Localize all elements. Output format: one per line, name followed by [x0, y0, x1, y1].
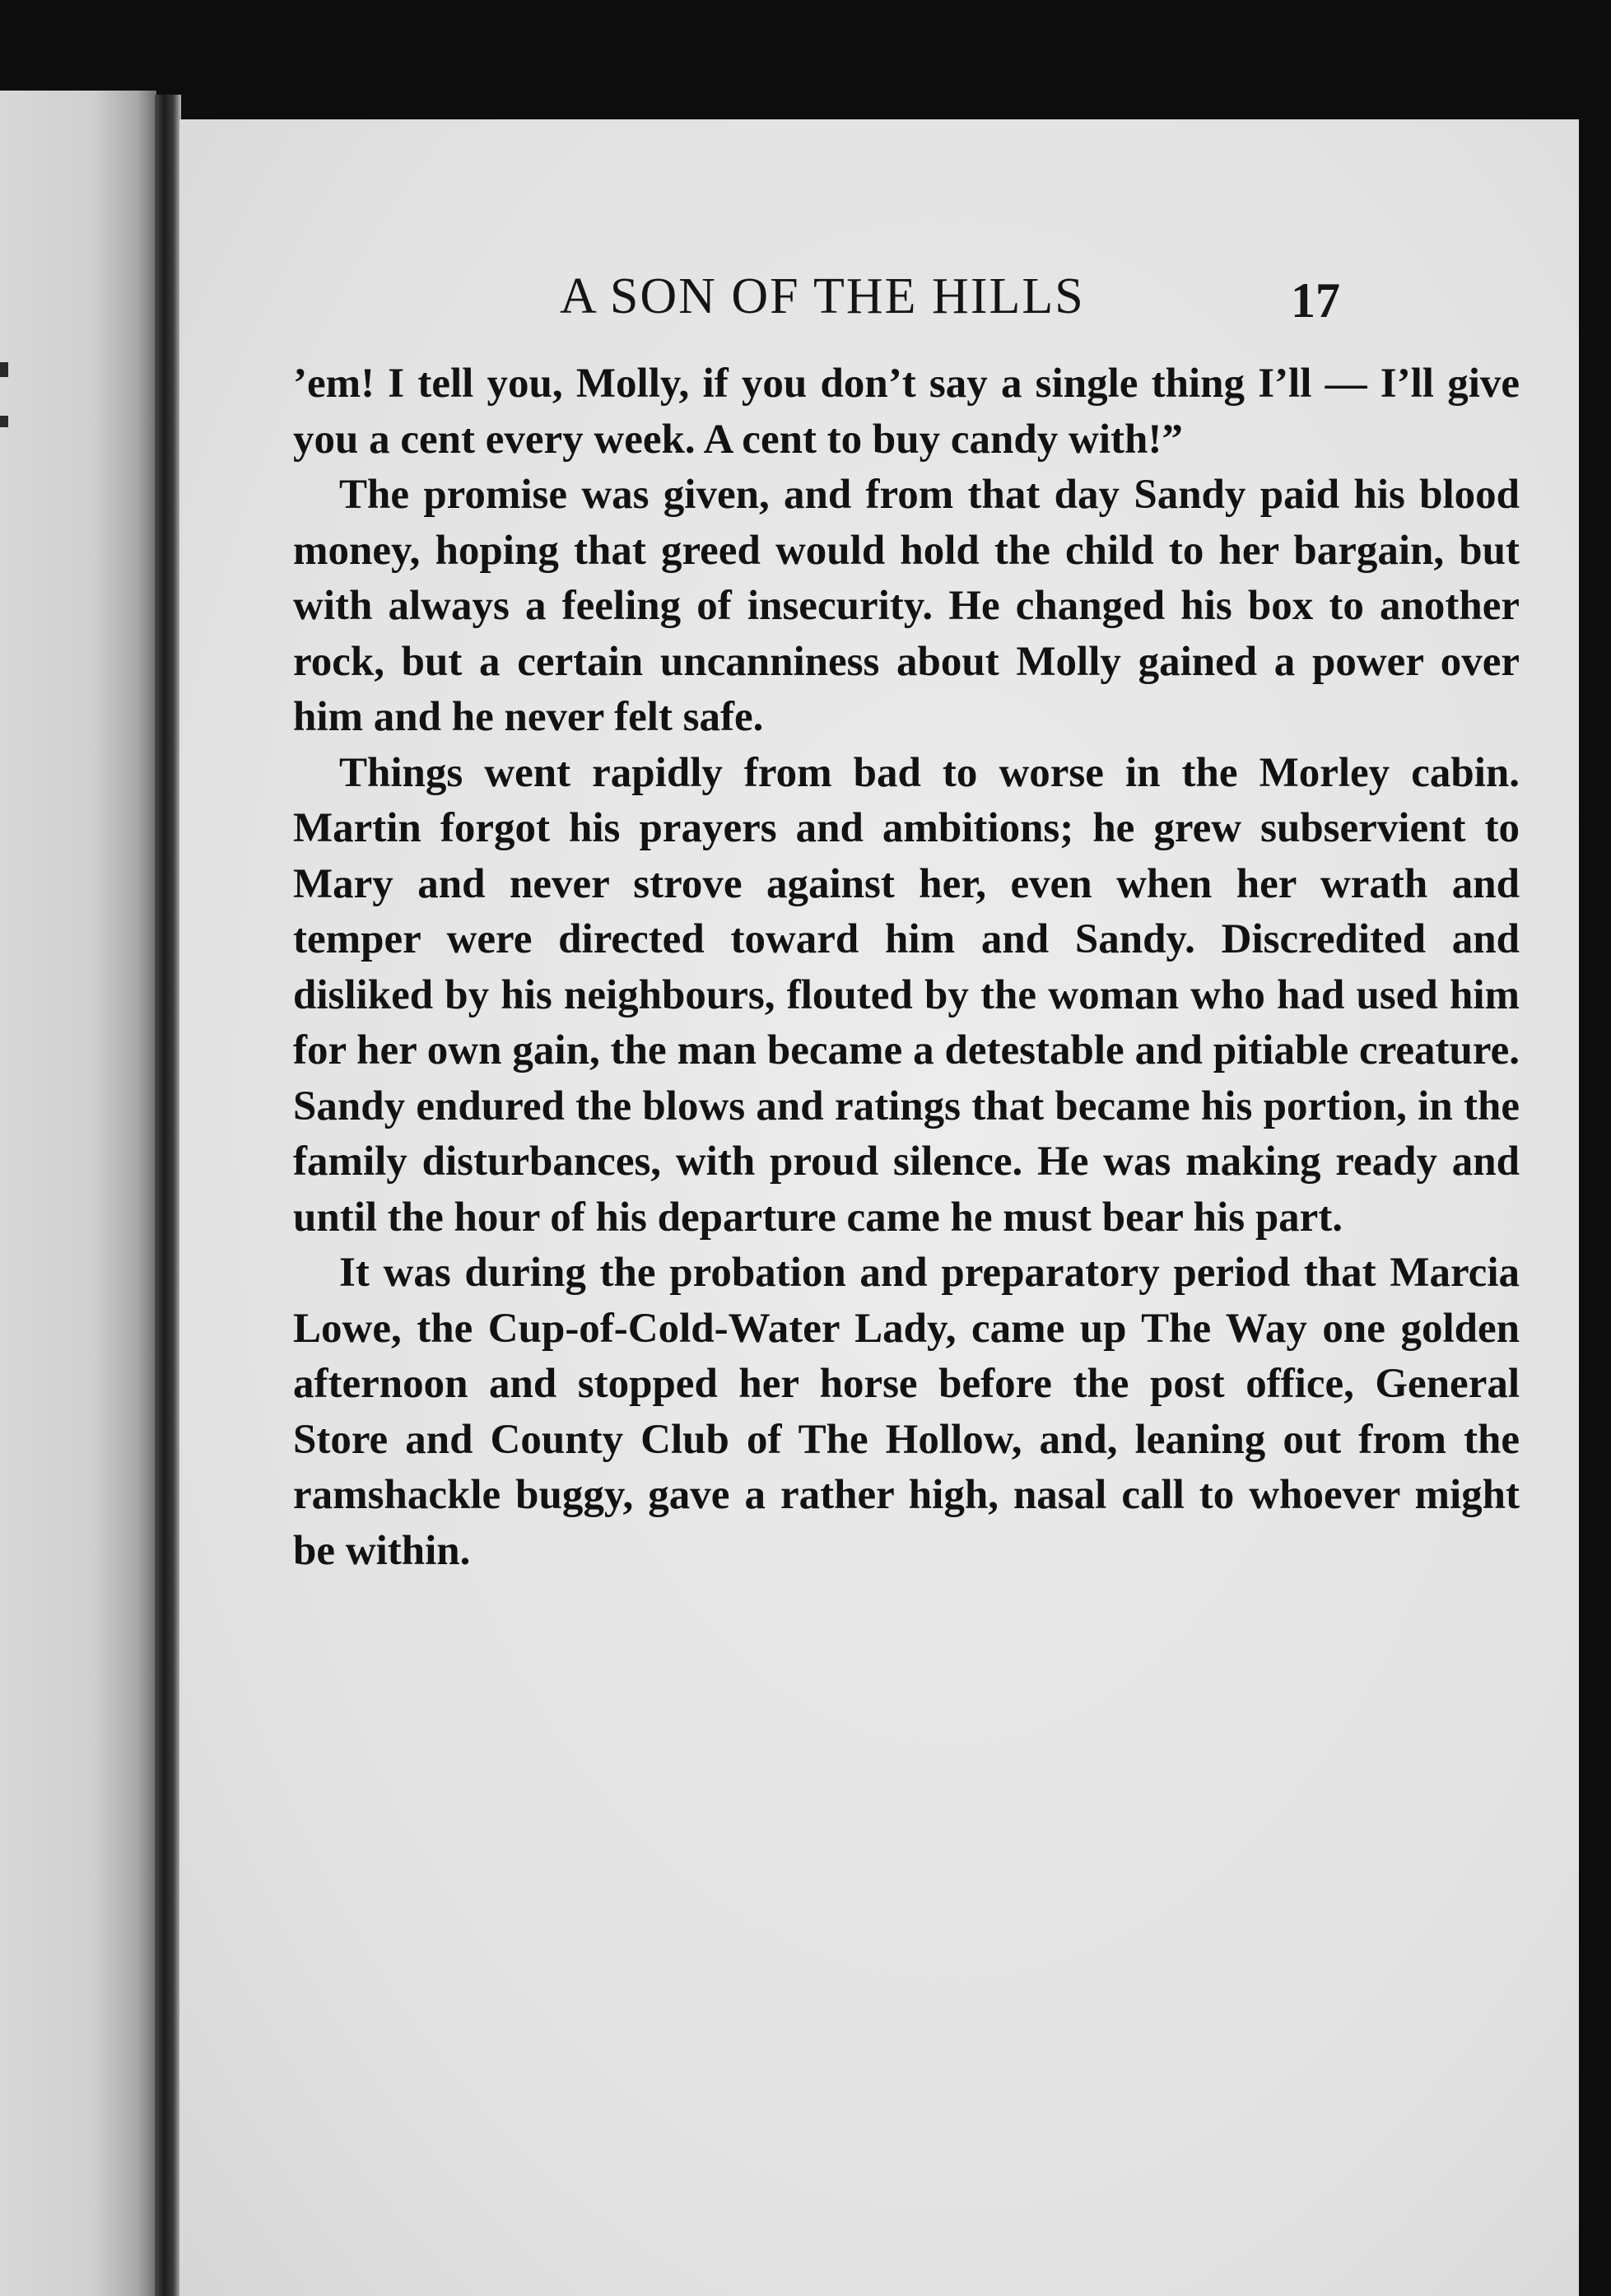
page-header — [179, 268, 1579, 333]
page-number: 17 — [1291, 273, 1340, 328]
facing-page-edge — [0, 91, 156, 2296]
running-head: A SON OF THE HILLS — [560, 268, 1085, 324]
paragraph: The promise was given, and from that day Sandy paid his blood money, hoping that greed would hold the child to her bargain, but with always a feeling of insecurity. He changed his box to another rock, but a certain uncanniness about Molly gained a power over him and he never felt safe. — [293, 472, 1520, 740]
book-gutter — [155, 95, 181, 2296]
paragraph: Things went rapidly from bad to worse in the Morley cabin. Martin forgot his prayers and ambitions; he grew subservient to Mary and never strove against her, even when her wrath and temper were directed toward him and Sandy. Discredited and disliked by his neighbours, flouted by the woman who had used him for her own gain, the man became a detestable and pitiable creature. Sandy endured the blows and ratings that became his portion, in the family disturbances, with proud silence. He was making ready and until the hour of his departure came he must bear his part. — [293, 749, 1520, 1241]
body-text — [293, 356, 1520, 1579]
book-page — [179, 119, 1579, 2296]
paragraph: It was during the probation and preparatory period that Marcia Lowe, the Cup-of-Cold-Water Lady, came up The Way one golden afternoon and stopped her horse before the post office, General Store and County Club of The Hollow, and, leaning out from the ramshackle buggy, gave a rather high, nasal call to whoever might be within. — [293, 1250, 1520, 1574]
paragraph: ’em! I tell you, Molly, if you don’t say a single thing I’ll — I’ll give you a cent every week. A cent to buy candy with!” — [293, 361, 1520, 463]
facing-page-mark — [0, 362, 8, 377]
facing-page-mark — [0, 416, 8, 427]
